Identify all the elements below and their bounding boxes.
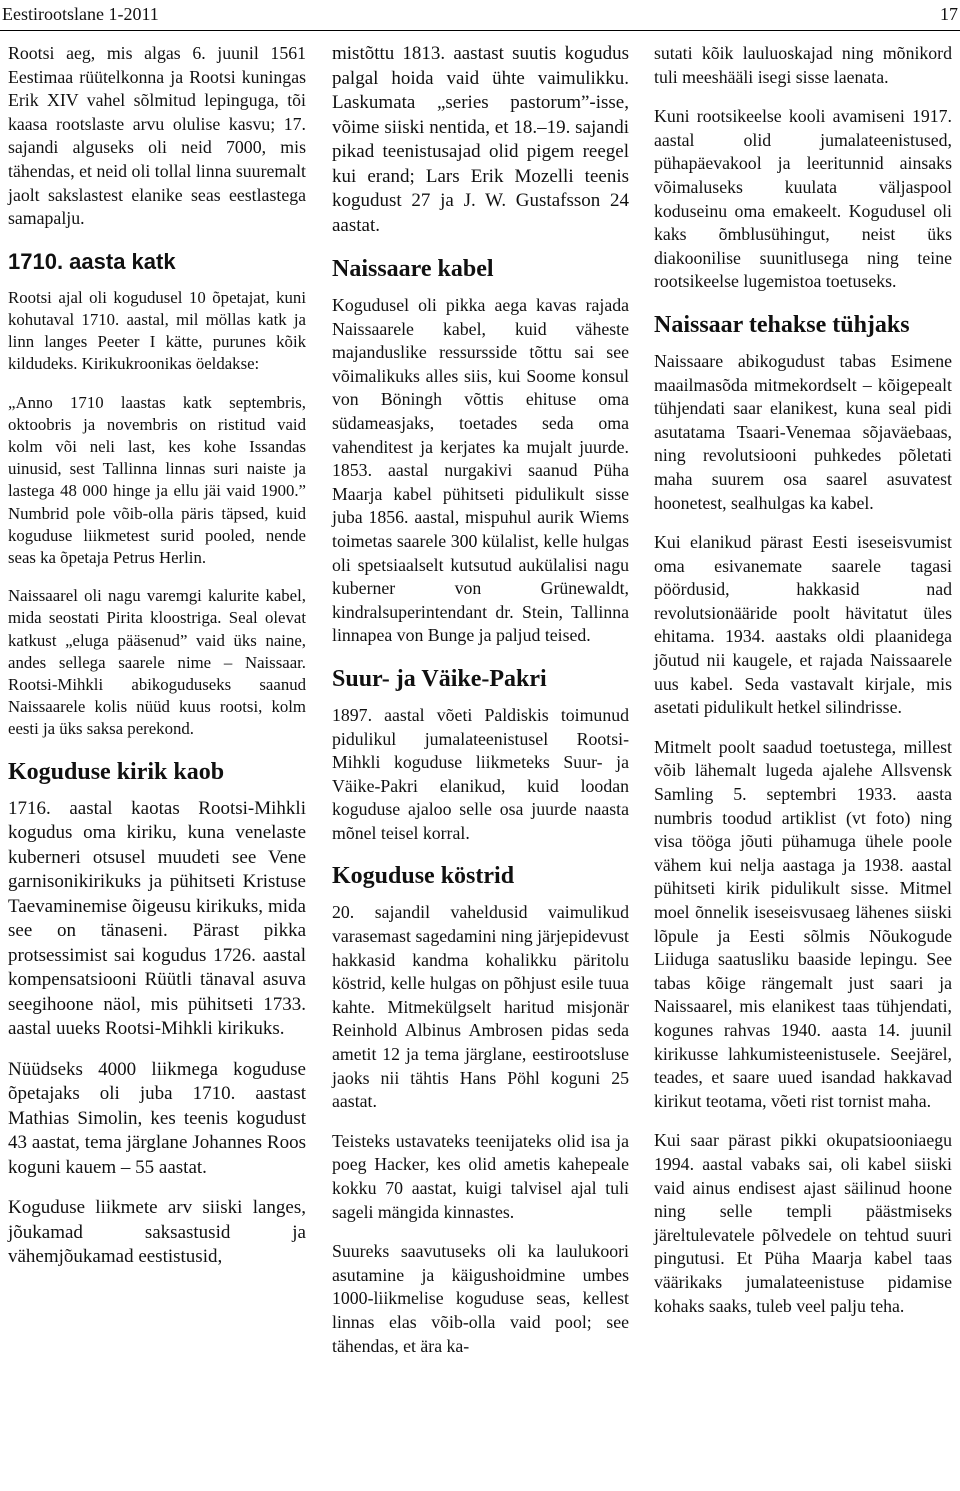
paragraph: Naissaare abikogudust tabas Esimene maailmasõda mitmekordselt – kõigepealt tühjendati saar elanikest, kuna seal pidi asutatama Tsaari-Venemaa sõjaväebaas, ning revolutsiooni puhkedes põletati maha suurem osa saarel asuvatest hoonetest, sealhulgas ka kabel. bbox=[654, 350, 952, 513]
section-heading: Suur- ja Väike-Pakri bbox=[332, 665, 547, 692]
paragraph: Suureks saavutuseks oli ka laulukoori asutamine ja käigushoidmine umbes 1000-liikmelise koguduse seas, kellest linnas elas võib-olla vaid pool; see tähendas, et ära ka- bbox=[332, 1241, 629, 1356]
column-2 bbox=[332, 42, 629, 1374]
paragraph: Rootsi aeg, mis algas 6. juunil 1561 Eestimaa rüütelkonna ja Rootsi kuningas Erik XIV vahel sõlmitud lepinguga, tõi kaasa rootslaste arvu olulise kasvu; 17. sajandi alguseks oli neid 7000, mis tähendas, et neid oli tollal linna suuremalt jaolt sakslastest elanike seas eestlastega samapalju. bbox=[8, 43, 306, 229]
section-heading: 1710. aasta katk bbox=[8, 248, 176, 274]
paragraph: Teisteks ustavateks teenijateks olid isa ja poeg Hacker, kes olid ametis kahepeale kokku 70 aastat, kuigi talvisel ajal tuli sageli mängida kinnastes. bbox=[332, 1130, 629, 1222]
paragraph: Mitmelt poolt saadud toetustega, millest võib lähemalt lugeda ajalehe Allsvensk Samling 5. septembri 1933. aasta numbris toodud artiklist (vt foto) ning visa tööga jõuti pühamuga ühele poole vähem kui nelja aastaga ja 1938. aastal pühitseti kirik pidulikult sisse. Mitmel moel õnnelik iseseisvusaeg lähenes siiski lõpule ja Eesti sõlmis Nõukogude Liiduga saatusliku baaside lepingu. See tabas kõige rängemalt just saari ja Naissaarel, mis elanikest taas tühjendati, kogunes rahvas 1940. aasta 14. juunil kirikusse lahkumisteenistusele. Seejärel, teades, et saare uued isandad hakkavad kirikut teotama, võeti rist tornist maha. bbox=[654, 736, 952, 1111]
paragraph: „Anno 1710 laastas katk septembris, oktoobris ja novembris on ristitud vaid kolm või neli last, kes kohe Issandas uinusid, sest Tallinna linnas suri naiste ja lastega 48 000 hinge ja ellu jäi vaid 1900.” Numbrid pole võib-olla päris täpsed, kuid koguduse liikmetest surid pooled, nende seas ka õpetaja Petrus Herlin. bbox=[8, 392, 306, 567]
paragraph: Kuni rootsikeelse kooli avamiseni 1917. aastal olid jumalateenistused, pühapäevakool ja leeritunnid ainsaks võimaluseks kuulata väljaspool koduseinu oma emakeelt. Kogudusel oli kaks õmblusühingut, neist üks diakoonilise suunitlusega ning teine rootsikeelse lugemistoa toetuseks. bbox=[654, 106, 952, 292]
section-heading: Naissaar tehakse tühjaks bbox=[654, 311, 910, 338]
section-heading: Koguduse kirik kaob bbox=[8, 758, 225, 785]
paragraph: Koguduse liikmete arv siiski langes, jõukamad saksastusid ja vähemjõukamad eestistusid, bbox=[8, 1197, 306, 1268]
paragraph: Rootsi ajal oli kogudusel 10 õpetajat, kuni kohutaval 1710. aastal, mil möllas katk ja linn langes Peeter I kätte, purunes kõik kildudeks. Kirikukroonikas öeldakse: bbox=[8, 287, 306, 374]
paragraph: mistõttu 1813. aastast suutis kogudus palgal hoida vaid ühte vaimulikku. Laskumata „series pastorum”-isse, võime siiski nentida, et 18.–19. sajandi pikad teenistusajad olid pigem reegel kui erand; Lars Erik Mozelli teenis kogudust 27 ja J. W. Gustafsson 24 aastat. bbox=[332, 43, 629, 236]
column-1 bbox=[8, 42, 306, 1286]
page-number: 17 bbox=[940, 4, 958, 24]
paragraph: Kogudusel oli pikka aega kavas rajada Naissaarele kabel, kuid väheste majanduslike ressursside tõttu sai see võimalikuks alles siis, kui Soome konsul von Böningh võttis ehituse oma südameasjaks, toetades seda oma vahenditest ja kerjates ka mujalt juurde. 1853. aastal nurgakivi saanud Püha Maarja kabel pühitseti pidulikult sisse juba 1856. aastal, mispuhul aurik Wiems toimetas saarele 300 külalist, kelle hulgas oli spetsiaalselt kutsutud aukülalisi nagu kuberner von Grünewaldt, kindralsuperintendant dr. Stein, Tallinna linnapea von Bunge ja paljud teised. bbox=[332, 295, 629, 646]
section-heading: Naissaare kabel bbox=[332, 256, 494, 282]
paragraph: 20. sajandil vaheldusid vaimulikud varasemast sagedamini ning järjepidevust hakkasid kandma kohalikku päritolu köstrid, kelle hulgas on põhjust esile tuua kahte. Mitmekülgselt haritud misjonär Reinhold Albinus Ambrosen pidas seda ametit 12 ja tema järglane, eestirootsluse jaoks nii tähtis Hans Pöhl koguni 25 aastat. bbox=[332, 902, 629, 1112]
column-3 bbox=[654, 42, 952, 1334]
paragraph: Kui saar pärast pikki okupatsiooniaegu 1994. aastal vabaks sai, oli kabel siiski vaid ainus endisest ajast säilinud hoone ning selle templi päästmiseks järeltulevatele põlvedele on tehtud suuri pingutusi. Et Püha Maarja kabel taas väärikaks jumalateenistuse pidamise kohaks saaks, tuleb veel palju teha. bbox=[654, 1130, 952, 1316]
paragraph: 1897. aastal võeti Paldiskis toimunud pidulikul jumalateenistusel Rootsi-Mihkli koguduse liikmeteks Suur- ja Väike-Pakri elanikud, kuid loodan koguduse ajaloo selle osa juurde naasta mõnel teisel korral. bbox=[332, 704, 629, 843]
paragraph: Naissaarel oli nagu varemgi kalurite kabel, mida seostati Pirita kloostriga. Seal olevat katkust „eluga pääsenud” vaid üks naine, andes sellega saarele nime – Naissaar. Rootsi-Mihkli abikoguduseks saanud Naissaarele kolis nüüd kuus rootsi, kolm eesti ja üks saksa perekond. bbox=[8, 586, 306, 739]
paragraph: Kui elanikud pärast Eesti iseseisvumist oma esivanemate saarele tagasi pöördusid, hakkasid nad revolutsionääride poolt hävitatut üles ehitama. 1934. aastaks oldi plaanidega jõutud nii kaugele, et rajada Naissaarele uus kabel. Seda vastavalt kirjale, mis asetati pidulikult hetkel silindrisse. bbox=[654, 532, 952, 718]
publication-title: Eestirootslane 1-2011 bbox=[2, 4, 159, 24]
paragraph: sutati kõik lauluoskajad ning mõnikord tuli meeshääli isegi sisse laenata. bbox=[654, 43, 952, 87]
page-header bbox=[0, 0, 960, 31]
paragraph: 1716. aastal kaotas Rootsi-Mihkli kogudus oma kiriku, kuna venelaste kuberneri otsusel muudeti see Vene garnisonikirikuks ja pühitseti Kristuse Taevaminemise õigeusu kirikuks, mida see on tänaseni. Pärast pikka protsessimist sai kogudus 1726. aastal kompensatsiooni Rüütli tänaval asuva seegihoone näol, mis pühitseti 1733. aastal uueks Rootsi-Mihkli kirikuks. bbox=[8, 797, 306, 1040]
paragraph: Nüüdseks 4000 liikmega koguduse õpetajaks oli juba 1710. aastast Mathias Simolin, kes teenis kogudust 43 aastat, tema järglane Johannes Roos koguni kauem – 55 aastat. bbox=[8, 1058, 306, 1178]
section-heading: Koguduse köstrid bbox=[332, 863, 515, 890]
